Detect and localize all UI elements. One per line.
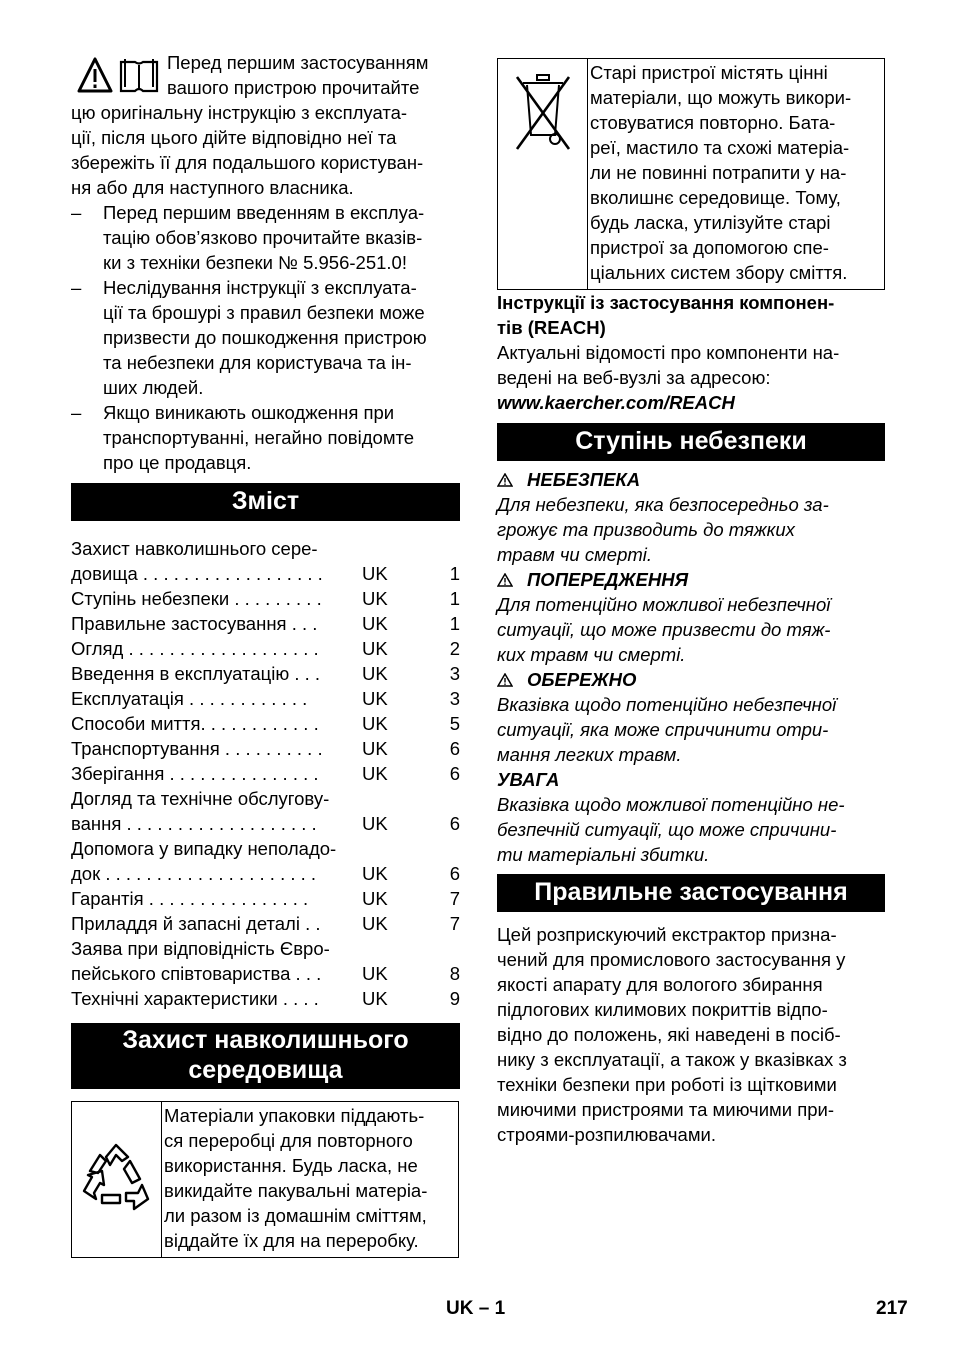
- list-item-line: про це продавця.: [103, 452, 252, 473]
- warning-triangle-icon: [497, 573, 513, 587]
- list-item-line: тацію обов’язково прочитайте вказів-: [103, 227, 423, 248]
- toc-entry-title: Транспортування . . . . . . . . . .: [71, 738, 323, 759]
- list-item-line: ки з техніки безпеки № 5.956-251.0!: [103, 252, 407, 273]
- list-item-line: та небезпеки для користувача та ін-: [103, 352, 412, 373]
- toc-entry-language: UK: [362, 888, 388, 909]
- weee-text: [588, 59, 884, 289]
- proper-use-paragraph: [497, 922, 885, 1147]
- toc-entry-title: довища . . . . . . . . . . . . . . . . . .: [71, 563, 323, 584]
- danger-levels: [497, 467, 885, 867]
- table-of-contents: [71, 536, 460, 1011]
- toc-row: [71, 586, 460, 611]
- proper-use-heading: Правильне застосування: [497, 874, 885, 912]
- text-line: викидайте пакувальні матеріа-: [164, 1180, 428, 1201]
- dash-marker: –: [71, 277, 82, 298]
- text-line: матеріали, що можуть викори-: [590, 87, 852, 108]
- recycling-text: [162, 1102, 458, 1257]
- warning-manual-icon: [77, 57, 165, 93]
- toc-row: [71, 561, 460, 586]
- intro-line: цю оригінальну інструкцію з експлуата-: [71, 102, 408, 123]
- toc-row: [71, 911, 460, 936]
- warning-triangle-icon: [497, 473, 513, 487]
- list-item: [71, 400, 460, 475]
- toc-row: [71, 686, 460, 711]
- toc-entry-language: UK: [362, 613, 388, 634]
- danger-level: [497, 767, 885, 867]
- list-item-line: ції та брошурі з правил безпеки може: [103, 302, 425, 323]
- toc-row: [71, 711, 460, 736]
- toc-row: [71, 761, 460, 786]
- list-item: [71, 200, 460, 275]
- toc-entry-page: 7: [449, 913, 460, 934]
- text-line: Вказівка щодо можливої потенційно не-: [497, 794, 845, 815]
- toc-row: [71, 986, 460, 1011]
- left-column: [71, 50, 460, 1258]
- toc-entry-title: док . . . . . . . . . . . . . . . . . . . . .: [71, 863, 317, 884]
- toc-entry-page: 7: [449, 888, 460, 909]
- text-line: Для потенційно можливої небезпечної: [497, 594, 831, 615]
- toc-entry-language: UK: [362, 763, 388, 784]
- toc-entry-page: 6: [449, 863, 460, 884]
- toc-entry-title-start: Допомога у випадку неполадо-: [71, 838, 337, 859]
- reach-heading: Інструкції із застосування компонен-: [497, 292, 835, 313]
- safety-bullet-list: [71, 200, 460, 475]
- list-item-line: Перед першим введенням в експлуа-: [103, 202, 425, 223]
- text-line: ціальних систем збору сміття.: [590, 262, 848, 283]
- toc-entry-title: Введення в експлуатацію . . .: [71, 663, 321, 684]
- list-item-line: Якщо виникають ошкодження при: [103, 402, 395, 423]
- toc-row: [71, 861, 460, 886]
- toc-entry-title: Експлуатація . . . . . . . . . . . .: [71, 688, 308, 709]
- toc-entry-title: Способи миття. . . . . . . . . . . .: [71, 713, 319, 734]
- toc-entry[interactable]: [71, 636, 460, 661]
- list-item: [71, 275, 460, 400]
- crossed-bin-icon: [515, 73, 571, 153]
- dash-marker: –: [71, 202, 82, 223]
- text-line: ти матеріальні збитки.: [497, 844, 710, 865]
- list-item-line: призвести до пошкодження пристрою: [103, 327, 427, 348]
- text-line: грожує та призводить до тяжких: [497, 519, 795, 540]
- text-line: чений для промислового застосування у: [497, 949, 846, 970]
- toc-entry-page: 3: [449, 688, 460, 709]
- toc-entry-page: 8: [449, 963, 460, 984]
- text-line: Актуальні відомості про компоненти на-: [497, 342, 840, 363]
- toc-entry[interactable]: [71, 661, 460, 686]
- list-item-line: ших людей.: [103, 377, 204, 398]
- text-line: строями-розпилювачами.: [497, 1124, 717, 1145]
- level-label: НЕБЕЗПЕКА: [527, 469, 641, 490]
- level-label: ОБЕРЕЖНО: [527, 669, 637, 690]
- toc-entry[interactable]: [71, 786, 460, 836]
- toc-row: [71, 961, 460, 986]
- text-line: вколишнє середовище. Тому,: [590, 187, 841, 208]
- toc-heading: Зміст: [71, 483, 460, 521]
- toc-entry-page: 6: [449, 813, 460, 834]
- text-line: ли не повинні потрапити у на-: [590, 162, 847, 183]
- toc-entry-language: UK: [362, 863, 388, 884]
- intro-line: Перед першим застосуванням: [167, 52, 429, 73]
- dash-marker: –: [71, 402, 82, 423]
- toc-entry-language: UK: [362, 663, 388, 684]
- environment-heading-line: Захист навколишнього: [122, 1026, 409, 1054]
- text-line: нику з експлуатації, а також у вказівках з: [497, 1049, 847, 1070]
- right-column: [497, 58, 885, 1147]
- recycle-icon-cell: [72, 1102, 162, 1257]
- environment-heading: [71, 1023, 460, 1089]
- recycle-icon: [78, 1141, 156, 1219]
- toc-entry-page: 1: [449, 613, 460, 634]
- danger-level: [497, 667, 885, 767]
- toc-entry[interactable]: [71, 586, 460, 611]
- list-item-line: транспортуванні, негайно повідомте: [103, 427, 415, 448]
- text-line: ситуації, яка може спричинити отри-: [497, 719, 829, 740]
- toc-entry-title: вання . . . . . . . . . . . . . . . . . . .: [71, 813, 317, 834]
- toc-entry-page: 1: [449, 588, 460, 609]
- text-line: Старі пристрої містять цінні: [590, 62, 828, 83]
- level-label: УВАГА: [497, 769, 560, 790]
- toc-entry[interactable]: [71, 761, 460, 786]
- toc-entry-page: 3: [449, 663, 460, 684]
- intro-line: вашого пристрою прочитайте: [167, 77, 420, 98]
- text-line: ситуації, що може призвести до тяж-: [497, 619, 831, 640]
- toc-entry-language: UK: [362, 738, 388, 759]
- text-line: Цей розприскуючий екстрактор призна-: [497, 924, 837, 945]
- toc-entry-language: UK: [362, 588, 388, 609]
- reach-url-link[interactable]: www.kaercher.com/REACH: [497, 392, 735, 413]
- list-item-line: Неслідування інструкції з експлуата-: [103, 277, 417, 298]
- text-line: техніки безпеки при роботі із щітковими: [497, 1074, 837, 1095]
- weee-icon-cell: [498, 59, 588, 289]
- reach-heading: тів (REACH): [497, 317, 606, 338]
- text-line: Для небезпеки, яка безпосередньо за-: [497, 494, 829, 515]
- environment-heading-line: середовища: [188, 1056, 343, 1084]
- toc-entry-title-start: Догляд та технічне обслугову-: [71, 788, 330, 809]
- toc-entry-title: Приладдя й запасні деталі . .: [71, 913, 321, 934]
- danger-level: [497, 467, 885, 567]
- level-heading: [497, 567, 885, 592]
- intro-line: ня або для наступного власника.: [71, 177, 354, 198]
- toc-entry-page: 2: [449, 638, 460, 659]
- reach-section: [497, 290, 885, 415]
- toc-entry[interactable]: [71, 911, 460, 936]
- toc-entry-title: пейського співтовариства . . .: [71, 963, 322, 984]
- toc-entry-language: UK: [362, 813, 388, 834]
- toc-entry-title: Гарантія . . . . . . . . . . . . . . . .: [71, 888, 309, 909]
- level-heading: [497, 667, 885, 692]
- text-line: ли разом із домашнім сміттям,: [164, 1205, 427, 1226]
- text-line: ких травм чи смерті.: [497, 644, 686, 665]
- text-line: Вказівка щодо потенційно небезпечної: [497, 694, 837, 715]
- toc-entry-title-start: Заява при відповідність Євро-: [71, 938, 330, 959]
- toc-row: [71, 811, 460, 836]
- text-line: травм чи смерті.: [497, 544, 653, 565]
- toc-entry-page: 5: [449, 713, 460, 734]
- toc-entry[interactable]: [71, 986, 460, 1011]
- toc-entry[interactable]: [71, 611, 460, 636]
- text-line: стовуватися повторно. Бата-: [590, 112, 836, 133]
- toc-entry-language: UK: [362, 638, 388, 659]
- level-heading: [497, 767, 885, 792]
- intro-paragraph: [71, 50, 460, 200]
- text-line: безпечній ситуації, що може спричини-: [497, 819, 837, 840]
- level-heading: [497, 467, 885, 492]
- toc-entry-page: 6: [449, 738, 460, 759]
- text-line: відно до положень, які наведені в посіб-: [497, 1024, 841, 1045]
- level-label: ПОПЕРЕДЖЕННЯ: [527, 569, 689, 590]
- text-line: реї, мастило та схожі матеріа-: [590, 137, 850, 158]
- toc-entry-title: Огляд . . . . . . . . . . . . . . . . . . .: [71, 638, 319, 659]
- danger-level: [497, 567, 885, 667]
- toc-entry[interactable]: [71, 886, 460, 911]
- toc-entry-page: 6: [449, 763, 460, 784]
- toc-entry-title: Ступінь небезпеки . . . . . . . . .: [71, 588, 322, 609]
- toc-entry-title: Зберігання . . . . . . . . . . . . . . .: [71, 763, 319, 784]
- warning-triangle-icon: [497, 673, 513, 687]
- toc-entry[interactable]: [71, 936, 460, 986]
- text-line: ся переробці для повторного: [164, 1130, 413, 1151]
- toc-entry-title: Правильне застосування . . .: [71, 613, 318, 634]
- toc-row: [71, 661, 460, 686]
- danger-levels-heading: Ступінь небезпеки: [497, 423, 885, 461]
- toc-entry[interactable]: [71, 686, 460, 711]
- intro-line: збережіть її для подальшого користуван-: [71, 152, 424, 173]
- weee-notice: [497, 58, 885, 290]
- toc-entry[interactable]: [71, 836, 460, 886]
- page-number: 217: [876, 1298, 908, 1319]
- text-line: мання легких травм.: [497, 744, 682, 765]
- toc-entry[interactable]: [71, 536, 460, 586]
- toc-entry[interactable]: [71, 711, 460, 736]
- intro-line: ції, після цього дійте відповідно неї та: [71, 127, 397, 148]
- text-line: будь ласка, утилізуйте старі: [590, 212, 831, 233]
- text-line: Матеріали упаковки піддають-: [164, 1105, 425, 1126]
- toc-entry-language: UK: [362, 988, 388, 1009]
- toc-entry[interactable]: [71, 736, 460, 761]
- toc-row: [71, 636, 460, 661]
- toc-row: [71, 736, 460, 761]
- text-line: пристрої за допомогою спе-: [590, 237, 829, 258]
- text-line: якості апарату для вологого збирання: [497, 974, 823, 995]
- toc-entry-language: UK: [362, 688, 388, 709]
- toc-entry-language: UK: [362, 963, 388, 984]
- toc-row: [71, 611, 460, 636]
- text-line: миючими пристроями та миючими при-: [497, 1099, 835, 1120]
- text-line: ведені на веб-вузлі за адресою:: [497, 367, 771, 388]
- toc-entry-title: Технічні характеристики . . . .: [71, 988, 319, 1009]
- toc-row: [71, 886, 460, 911]
- toc-entry-title-start: Захист навколишнього сере-: [71, 538, 318, 559]
- section-page-label: UK – 1: [446, 1298, 506, 1319]
- toc-entry-language: UK: [362, 713, 388, 734]
- toc-entry-page: 1: [449, 563, 460, 584]
- toc-entry-language: UK: [362, 563, 388, 584]
- recycling-notice: [71, 1101, 459, 1258]
- text-line: підлогових килимових покриттів відпо-: [497, 999, 828, 1020]
- text-line: віддайте їх для на переробку.: [164, 1230, 419, 1251]
- toc-entry-language: UK: [362, 913, 388, 934]
- text-line: використання. Будь ласка, не: [164, 1155, 418, 1176]
- toc-entry-page: 9: [449, 988, 460, 1009]
